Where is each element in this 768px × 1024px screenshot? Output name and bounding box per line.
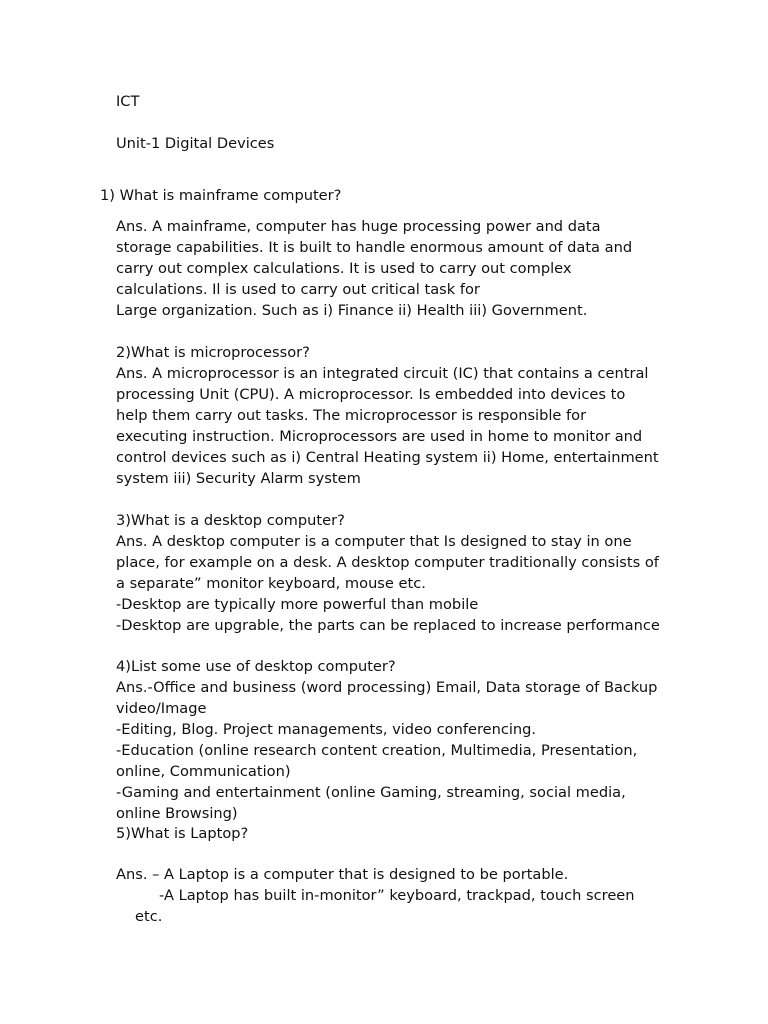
answer-line: Ans. A microprocessor is an integrated circuit (IC) that contains a central bbox=[116, 365, 649, 382]
answer-line: -A Laptop has built in-monitor” keyboard, trackpad, touch screen bbox=[159, 887, 635, 904]
answer-line: carry out complex calculations. It is used to carry out complex bbox=[116, 260, 572, 277]
answer-line: -Editing, Blog. Project managements, video conferencing. bbox=[116, 721, 537, 738]
answer-line: storage capabilities. It is built to handle enormous amount of data and bbox=[116, 239, 633, 256]
answer-line: Large organization. Such as i) Finance ii) Health iii) Government. bbox=[116, 302, 588, 319]
answer-line: control devices such as i) Central Heating system ii) Home, entertainment bbox=[116, 449, 659, 466]
answer-line: -Gaming and entertainment (online Gaming, streaming, social media, bbox=[116, 784, 626, 801]
answer-line: processing Unit (CPU). A microprocessor. Is embedded into devices to bbox=[116, 386, 626, 403]
answer-line: etc. bbox=[135, 908, 163, 925]
unit-title: Unit-1 Digital Devices bbox=[116, 135, 275, 152]
answer-line: -Education (online research content creation, Multimedia, Presentation, bbox=[116, 742, 638, 759]
answer-line: system iii) Security Alarm system bbox=[116, 470, 361, 487]
question-heading: 1) What is mainframe computer? bbox=[100, 187, 342, 204]
question-heading: 2)What is microprocessor? bbox=[116, 344, 310, 361]
answer-line: place, for example on a desk. A desktop computer traditionally consists of bbox=[116, 554, 659, 571]
answer-line: online Browsing) bbox=[116, 805, 238, 822]
answer-line: a separate” monitor keyboard, mouse etc. bbox=[116, 575, 426, 592]
answer-line: help them carry out tasks. The microprocessor is responsible for bbox=[116, 407, 587, 424]
answer-line: Ans. – A Laptop is a computer that is designed to be portable. bbox=[116, 866, 569, 883]
question-heading: 5)What is Laptop? bbox=[116, 825, 249, 842]
answer-line: -Desktop are upgrable, the parts can be replaced to increase performance bbox=[116, 617, 660, 634]
answer-line: Ans. A mainframe, computer has huge processing power and data bbox=[116, 218, 601, 235]
answer-line: calculations. Il is used to carry out critical task for bbox=[116, 281, 480, 298]
answer-line: executing instruction. Microprocessors are used in home to monitor and bbox=[116, 428, 643, 445]
answer-line: Ans.-Office and business (word processing) Email, Data storage of Backup bbox=[116, 679, 658, 696]
answer-line: online, Communication) bbox=[116, 763, 291, 780]
question-heading: 4)List some use of desktop computer? bbox=[116, 658, 396, 675]
answer-line: Ans. A desktop computer is a computer that Is designed to stay in one bbox=[116, 533, 632, 550]
subject-title: ICT bbox=[116, 93, 140, 110]
answer-line: -Desktop are typically more powerful than mobile bbox=[116, 596, 479, 613]
question-heading: 3)What is a desktop computer? bbox=[116, 512, 345, 529]
answer-line: video/Image bbox=[116, 700, 207, 717]
